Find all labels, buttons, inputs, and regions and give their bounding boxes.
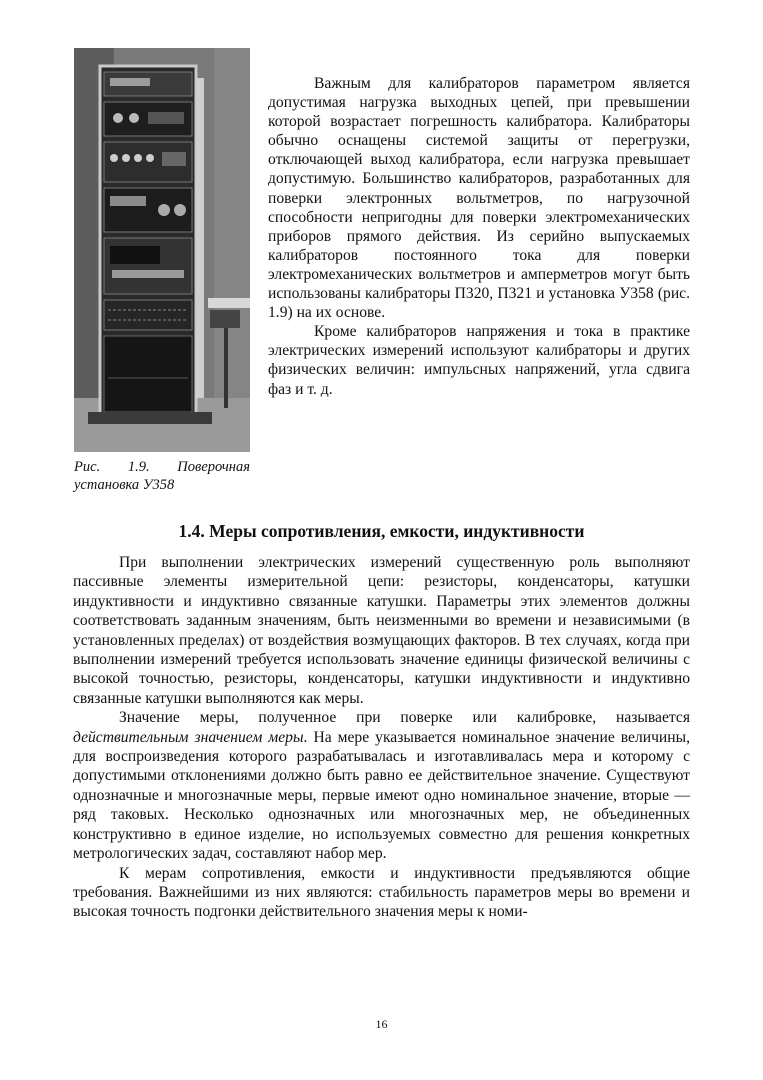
caption-line-2: установка У358 xyxy=(74,477,175,493)
side-paragraph: Важным для калибраторов параметром является допустимая нагрузка выходных цепей, при превышении которой возрастает погрешность калибратора. Калибраторы обычно оснащены системой защиты от перегрузки, отключающей выход калибратора, если нагрузка превышает допустимую. Большинство калибраторов, разработанных для поверки электронных вольтметров, по нагрузочной способности непригодны для поверки электромеханических приборов прямого действия. Из серийно выпускаемых калибраторов постоянного тока для поверки электромеханических вольтметров и амперметров могут быть использованы калибраторы П320, П321 и установка У358 (рис. 1.9) на их основе. xyxy=(268,75,690,322)
caption-line-1: Рис. 1.9. Поверочная xyxy=(74,459,250,475)
body-paragraph: При выполнении электрических измерений существенную роль выполняют пассивные элементы измерительной цепи: резисторы, конденсаторы, катушки индуктивности и индуктивно связанные катушки. Параметры этих элементов должны соответствовать заданным значениям, быть неизменными во времени и независимыми (в установленных пределах) от воздействия возмущающих факторов. В тех случаях, когда при выполнении измерений требуется использовать значение единицы физической величины с высокой точностью, резисторы, конденсаторы, катушки индуктивности и индуктивно связанные катушки выполняются как меры. xyxy=(73,554,690,707)
defined-term: действительным значением меры xyxy=(73,728,304,746)
paragraph-text: . На мере указывается номинальное значение величины, для воспроизведения которого разрабатывалась и изготавливалась мера и которому с допустимыми отклонениями должно быть равно ее действительное значение. Существуют однозначные и многозначные меры, первые имеют одно номинальное значение, вторые — ряд таковых. Несколько однозначных или многозначных мер, не объединенных конструктивно в единое изделие, но используемых совместно для решения конкретных метрологических задач, составляют набор мер. xyxy=(73,728,690,863)
side-text-column xyxy=(268,74,690,399)
figure-caption xyxy=(74,458,250,494)
paragraph-text: Значение меры, полученное при поверке или калибровке, называется xyxy=(119,709,690,727)
body-paragraph xyxy=(73,708,690,863)
main-text xyxy=(73,553,690,922)
page-number: 16 xyxy=(375,1017,388,1031)
body-paragraph: К мерам сопротивления, емкости и индуктивности предъявляются общие требования. Важнейшими из них являются: стабильность параметров меры во времени и высокая точность подгонки действительного значения меры к номи- xyxy=(73,864,690,921)
figure xyxy=(74,48,250,494)
section-heading: 1.4. Меры сопротивления, емкости, индуктивности xyxy=(178,521,585,541)
side-paragraph: Кроме калибраторов напряжения и тока в практике электрических измерений используют калибраторы и других физических величин: импульсных напряжений, угла сдвига фаз и т. д. xyxy=(268,323,690,398)
calibration-rack-photo xyxy=(74,48,250,452)
